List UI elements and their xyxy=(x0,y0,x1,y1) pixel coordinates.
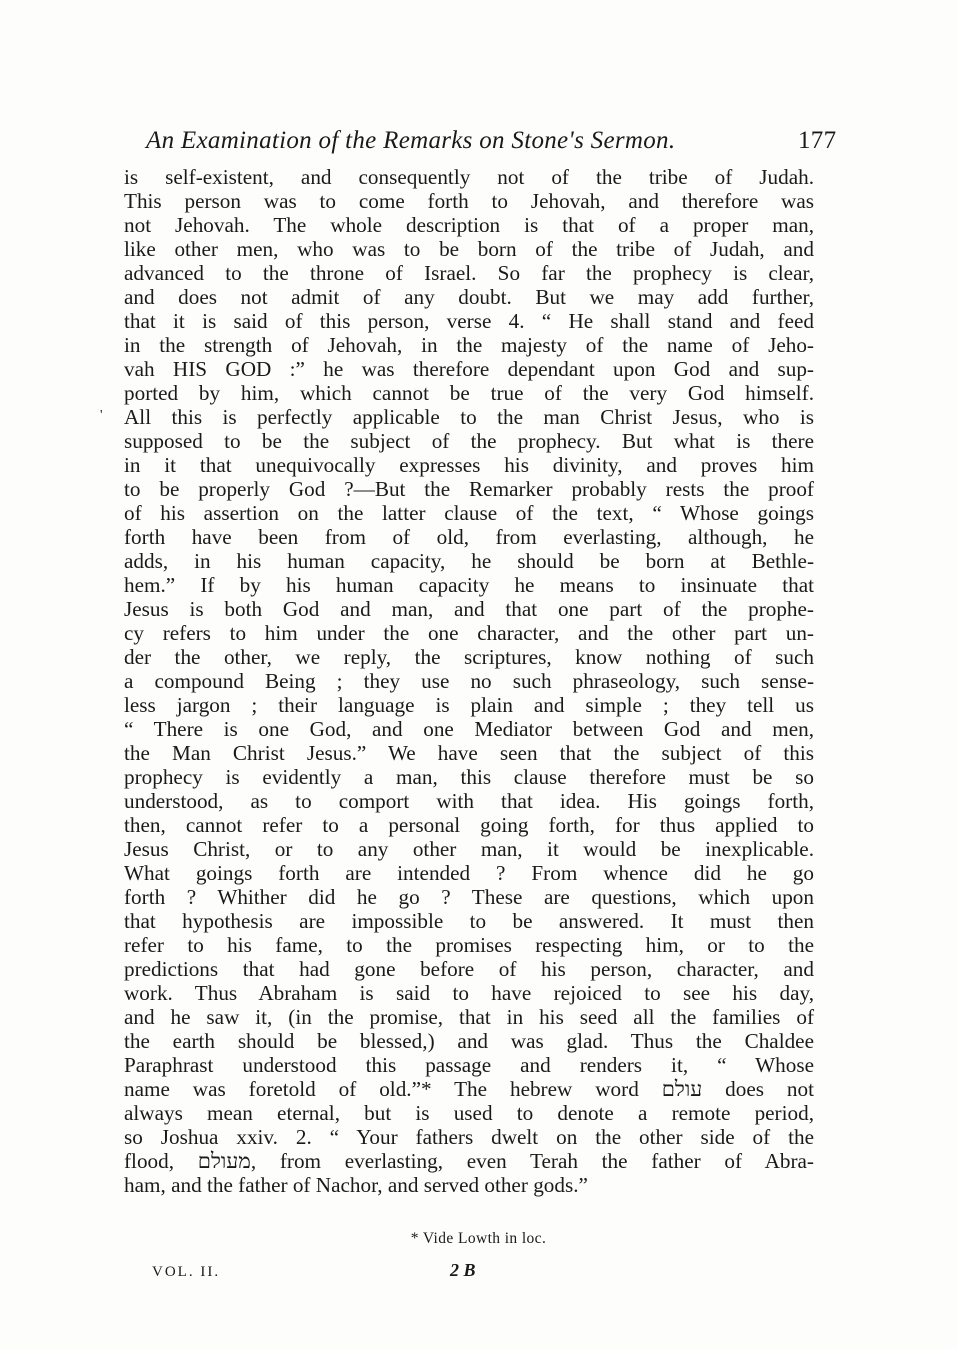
text-line: predictions that had gone before of his person, character, and xyxy=(124,957,814,981)
text-line: Jesus is both God and man, and that one part of the prophe- xyxy=(124,597,814,621)
running-head-title: An Examination of the Remarks on Stone's Sermon. xyxy=(146,127,676,154)
text-line: less jargon ; their language is plain and simple ; they tell us xyxy=(124,693,814,717)
text-line: always mean eternal, but is used to denote a remote period, xyxy=(124,1101,814,1125)
text-line: like other men, who was to be born of the tribe of Judah, and xyxy=(124,237,814,261)
text-line: in it that unequivocally expresses his divinity, and proves him xyxy=(124,453,814,477)
text-line: and does not admit of any doubt. But we may add further, xyxy=(124,285,814,309)
text-line: understood, as to comport with that idea. His goings forth, xyxy=(124,789,814,813)
text-line: cy refers to him under the one character, and the other part un- xyxy=(124,621,814,645)
signature-mark: 2 B xyxy=(450,1260,476,1280)
text-line: in the strength of Jehovah, in the majesty of the name of Jeho- xyxy=(124,333,814,357)
text-line: to be properly God ?—But the Remarker probably rests the proof xyxy=(124,477,814,501)
text-line: advanced to the throne of Israel. So far the prophecy is clear, xyxy=(124,261,814,285)
text-line: the Man Christ Jesus.” We have seen that the subject of this xyxy=(124,741,814,765)
margin-mark: ' xyxy=(100,408,103,423)
text-line: prophecy is evidently a man, this clause therefore must be so xyxy=(124,765,814,789)
text-line: Jesus Christ, or to any other man, it would be inexplicable. xyxy=(124,837,814,861)
text-line: flood, מעולם, from everlasting, even Terah the father of Abra- xyxy=(124,1149,814,1173)
text-line: work. Thus Abraham is said to have rejoiced to see his day, xyxy=(124,981,814,1005)
text-line: refer to his fame, to the promises respecting him, or to the xyxy=(124,933,814,957)
running-head xyxy=(146,127,837,155)
text-line: and he saw it, (in the promise, that in his seed all the families of xyxy=(124,1005,814,1029)
text-line: forth ? Whither did he go ? These are questions, which upon xyxy=(124,885,814,909)
text-line: vah HIS GOD :” he was therefore dependant upon God and sup- xyxy=(124,357,814,381)
text-line: forth have been from of old, from everlasting, although, he xyxy=(124,525,814,549)
text-line: that hypothesis are impossible to be answered. It must then xyxy=(124,909,814,933)
footnote: * Vide Lowth in loc. xyxy=(410,1230,547,1247)
text-line: ham, and the father of Nachor, and served other gods.” xyxy=(124,1173,588,1197)
text-line: ported by him, which cannot be true of the very God himself. xyxy=(124,381,814,405)
text-line: Paraphrast understood this passage and renders it, “ Whose xyxy=(124,1053,814,1077)
volume-label: VOL. II. xyxy=(152,1264,221,1280)
text-line: What goings forth are intended ? From whence did he go xyxy=(124,861,814,885)
text-line: a compound Being ; they use no such phraseology, such sense- xyxy=(124,669,814,693)
text-line: so Joshua xxiv. 2. “ Your fathers dwelt on the other side of the xyxy=(124,1125,814,1149)
text-line: of his assertion on the latter clause of the text, “ Whose goings xyxy=(124,501,814,525)
text-line: then, cannot refer to a personal going forth, for thus applied to xyxy=(124,813,814,837)
text-line: This person was to come forth to Jehovah, and therefore was xyxy=(124,189,814,213)
text-line: that it is said of this person, verse 4. “ He shall stand and feed xyxy=(124,309,814,333)
text-line: the earth should be blessed,) and was glad. Thus the Chaldee xyxy=(124,1029,814,1053)
text-line: All this is perfectly applicable to the man Christ Jesus, who is xyxy=(124,405,814,429)
text-line: name was foretold of old.”* The hebrew word עולם does not xyxy=(124,1077,814,1101)
text-line: der the other, we reply, the scriptures, know nothing of such xyxy=(124,645,814,669)
text-line: adds, in his human capacity, he should be born at Bethle- xyxy=(124,549,814,573)
body-text xyxy=(124,165,814,1197)
text-line: supposed to be the subject of the prophecy. But what is there xyxy=(124,429,814,453)
text-line: not Jehovah. The whole description is that of a proper man, xyxy=(124,213,814,237)
text-line: “ There is one God, and one Mediator between God and men, xyxy=(124,717,814,741)
text-line: is self-existent, and consequently not of the tribe of Judah. xyxy=(124,165,814,189)
text-line: hem.” If by his human capacity he means to insinuate that xyxy=(124,573,814,597)
page-number: 177 xyxy=(798,127,837,154)
